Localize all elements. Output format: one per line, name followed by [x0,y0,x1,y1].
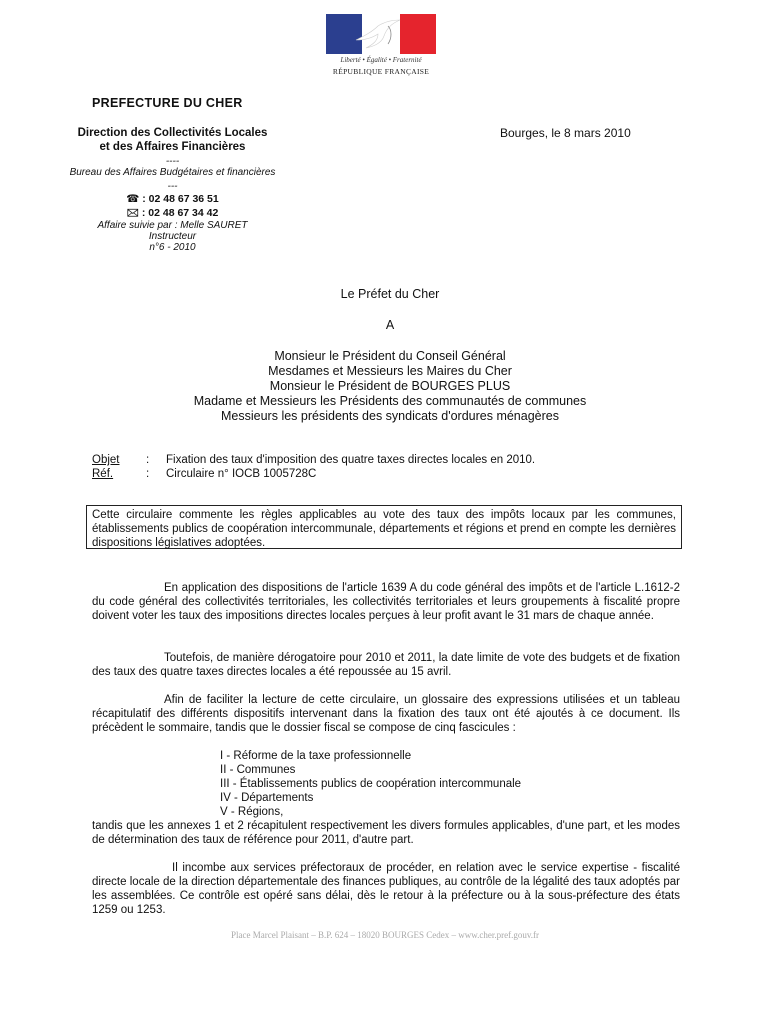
prefecture-title: PREFECTURE DU CHER [92,96,243,110]
footer-address: Place Marcel Plaisant – B.P. 624 – 18020 BOURGES Cedex – www.cher.pref.gouv.fr [230,930,540,940]
fax-number: 🖂 : 02 48 67 34 42 [126,207,219,219]
phone-number: ☎ : 02 48 67 36 51 [126,193,219,205]
marianne-logo [322,12,440,80]
addressee-line: Monsieur le Président du Conseil Général [274,349,506,363]
sender: Le Préfet du Cher [340,287,440,301]
list-item: I - Réforme de la taxe professionnelle [220,750,412,762]
ref-label: Réf. [92,468,114,480]
list-item: V - Régions, [220,806,284,818]
paragraph-3: Afin de faciliter la lecture de cette circulaire, un glossaire des expressions utilisées et un tableau récapitulatif des différents dispositifs intervenant dans la fixation des taux ont été ajoutés à ce document. Ils précèdent le sommaire, tandis que le dossier fiscal se compose de cinq fascicules : [92,694,680,734]
paragraph-5: Il incombe aux services préfectoraux de procéder, en relation avec le service expertise - fiscalité directe locale de la direction départementale des finances publiques, au contrôle de la légalité des taux adoptés par les assemblées. Ce contrôle est opéré sans délai, dès le retour à la préfecture ou à la sous-préfecture des états 1259 ou 1253. [92,862,680,916]
summary-box: Cette circulaire commente les règles applicables au vote des taux des impôts locaux par les communes, établissements publics de coopération intercommunale, départements et régions et prend en compte les dernières dispositions législatives adoptées. [86,505,682,549]
fascicules-list [220,749,521,819]
direction-line-2: et des Affaires Financières [99,141,246,153]
addressee-line: Madame et Messieurs les Présidents des communautés de communes [193,394,587,408]
reference-number: n°6 - 2010 [149,242,196,253]
affaire-suivie: Affaire suivie par : Melle SAURET [97,220,248,231]
addressee-a: A [385,318,395,332]
list-item: IV - Départements [220,792,314,804]
republique-text: RÉPUBLIQUE FRANÇAISE [332,67,430,76]
paragraph-4: tandis que les annexes 1 et 2 récapitulent respectivement les divers formules applicables, d'une part, et les modes de détermination des taux de référence pour 2011, d'autre part. [92,820,680,846]
separator-1: ---- [165,156,180,167]
tricolor-flag-icon [326,14,436,54]
separator-2: --- [167,181,178,192]
objet-colon: : [146,454,150,466]
list-item: II - Communes [220,764,296,776]
ref-colon: : [146,468,150,480]
paragraph-1: En application des dispositions de l'article 1639 A du code général des impôts et de l'article L.1612-2 du code général des collectivités territoriales, les collectivités territoriales et leurs groupements à fiscalité propre doivent voter les taux des impositions directes locales perçues à leur profit avant le 31 mars de chaque année. [92,582,680,622]
addressee-line: Mesdames et Messieurs les Maires du Cher [268,364,512,378]
marianne-profile-icon [348,18,408,52]
paragraph-2: Toutefois, de manière dérogatoire pour 2010 et 2011, la date limite de vote des budgets et de fixation des taux des quatre taxes directes locales a été repoussée au 15 avril. [92,652,680,678]
direction-block [40,126,305,154]
ref-text: Circulaire n° IOCB 1005728C [166,468,317,480]
addressee-list [60,349,720,424]
bureau-text: Bureau des Affaires Budgétaires et financières [69,167,276,178]
objet-label: Objet [92,454,120,466]
instructeur-label: Instructeur [148,231,197,242]
direction-line-1: Direction des Collectivités Locales [77,127,268,139]
objet-text: Fixation des taux d'imposition des quatre taxes directes locales en 2010. [166,454,536,466]
letter-date: Bourges, le 8 mars 2010 [500,126,631,140]
addressee-line: Messieurs les présidents des syndicats d'ordures ménagères [221,409,559,423]
motto-text: Liberté • Égalité • Fraternité [340,56,422,64]
list-item: III - Établissements publics de coopération intercommunale [220,778,522,790]
addressee-line: Monsieur le Président de BOURGES PLUS [269,379,511,393]
